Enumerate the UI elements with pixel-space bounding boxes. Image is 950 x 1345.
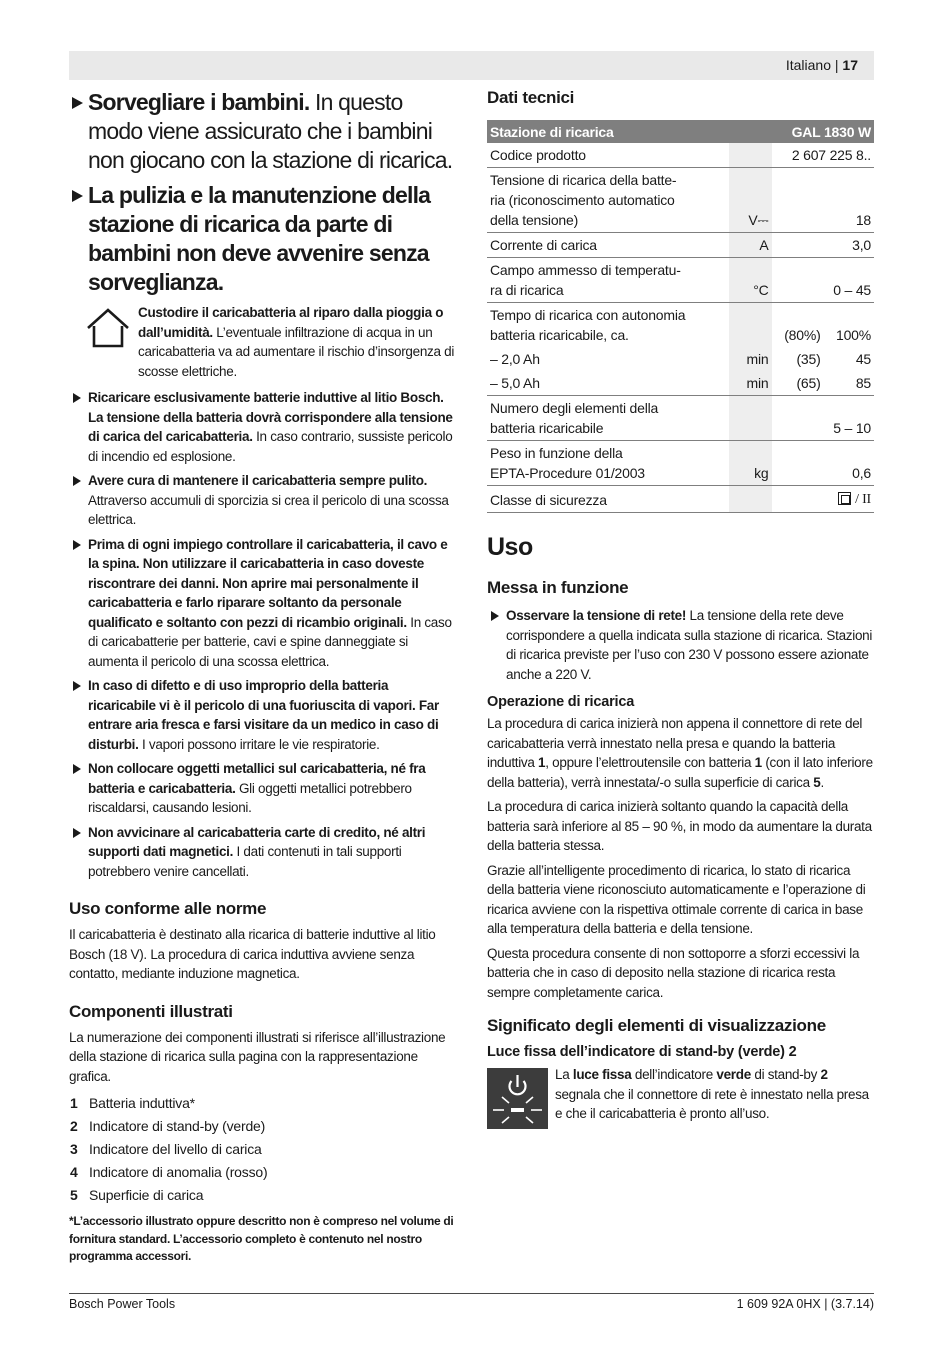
section-title-operazione: Operazione di ricarica: [487, 694, 635, 710]
table-row: [487, 347, 874, 371]
mains-voltage-bullet: [487, 606, 874, 684]
list-item: [69, 1138, 457, 1161]
standby-led-icon: [487, 1068, 548, 1129]
section-title-uso-conforme: Uso conforme alle norme: [69, 899, 267, 918]
item-number: 4: [70, 1164, 78, 1180]
row-value-100: 45: [855, 351, 871, 367]
row-label: [487, 258, 729, 303]
text-run: (con il lato inferiore della batteria), verrà innestata/-o sulla superficie di carica: [487, 755, 873, 790]
row-value-80: (80%): [784, 327, 821, 343]
row-label: Codice prodotto: [487, 143, 729, 168]
row-value: 5 – 10: [772, 396, 874, 441]
text-run: di stand-by: [750, 1067, 821, 1082]
table-row: [487, 371, 874, 396]
header-label: [786, 57, 858, 73]
page-number: 17: [842, 57, 858, 73]
label-line: della tensione): [490, 212, 579, 228]
bullet-bold: Prima di ogni impiego controllare il caricabatteria, il cavo e la spina. Non utilizzare il caricabatteria in caso doveste riscontrare dei danni. Non aprire mai personalmente il caricabatteria e farlo riparare soltanto da personale qualificato e soltanto con pezzi di ricambio originali.: [88, 536, 448, 630]
item-number: 3: [70, 1141, 78, 1157]
bullet-triangle-icon: [491, 611, 499, 621]
safety-bullet: [69, 759, 457, 818]
label-line: Tensione di ricarica della batte-: [490, 172, 677, 188]
protection-class-text: / II: [855, 492, 871, 507]
item-number: 2: [70, 1118, 78, 1134]
operazione-paragraph-3: Grazie all’intelligente procedimento di ricarica, lo stato di ricarica della batteria viene riconosciuto automaticamente e l’operazione di ricarica avviene con la rispettiva ottimale corrente di carica in base alla temperatura della batteria e della tensione.: [487, 862, 866, 936]
item-number: 5: [70, 1187, 78, 1203]
row-value: 18: [772, 168, 874, 233]
bullet-triangle-icon: [72, 97, 83, 109]
indoor-use-note: [69, 303, 457, 381]
safety-bullet: [69, 471, 457, 530]
table-header-model: GAL 1830 W: [772, 120, 874, 143]
section-title-dati-tecnici: Dati tecnici: [487, 88, 575, 107]
safety-bullet: [69, 676, 457, 754]
label-line: EPTA-Procedure 01/2003: [490, 465, 645, 481]
table-row: [487, 303, 874, 348]
row-label: – 2,0 Ah: [490, 351, 540, 367]
uso-conforme-text: Il caricabatteria è destinato alla ricarica di batterie induttive al litio Bosch (18 V). La procedura di carica induttiva avviene senza contatto, mediante induzione magnetica.: [69, 927, 436, 981]
text-run: La procedura di carica inizierà non appena il connettore di rete del caricabatteria verrà innestato nella presa e quando la batteria induttiva: [487, 716, 863, 770]
row-value: 0 – 45: [772, 258, 874, 303]
row-value-100: 100%: [835, 327, 871, 343]
table-row: [487, 396, 874, 441]
item-number: 1: [70, 1095, 78, 1111]
list-item: [69, 1092, 457, 1115]
row-label: Corrente di carica: [487, 233, 729, 258]
house-icon: [85, 307, 131, 349]
row-unit: [729, 486, 772, 513]
bullet-triangle-icon: [73, 681, 81, 691]
row-value: [772, 486, 874, 513]
item-label: Indicatore di anomalia (rosso): [89, 1164, 268, 1180]
bullet-bold: Non avvicinare al caricabatteria carte di credito, né altri supporti dati magnetici.: [88, 824, 426, 859]
text-run: segnala che il connettore di rete è innestato nella presa e che il caricabatteria è pronto all’uso.: [555, 1086, 869, 1121]
safety-big-bullet-1: [69, 88, 457, 175]
bullet-triangle-icon: [72, 190, 83, 202]
row-value-80: (65): [772, 371, 824, 396]
componenti-text: La numerazione dei componenti illustrati si riferisce all’illustrazione della stazione di ricarica sulla pagina con la rappresentazione grafica.: [69, 1029, 446, 1084]
section-title-luce-fissa: Luce fissa dell’indicatore di stand-by (verde) 2: [487, 1044, 797, 1060]
label-line: batteria ricaricabile, ca.: [490, 327, 629, 343]
led-description: [487, 1065, 874, 1124]
accessory-footnote: *L’accessorio illustrato oppure descritto non è compreso nel volume di fornitura standard. L’accessorio completo è contenuto nel nostro programma accessori.: [69, 1214, 454, 1263]
text-bold: 5: [813, 774, 821, 790]
row-unit: [729, 143, 772, 168]
bullet-triangle-icon: [73, 393, 81, 403]
section-title-messa-in-funzione: Messa in funzione: [487, 578, 629, 597]
bullet-bold: Ricaricare esclusivamente batterie induttive al litio Bosch. La tensione della batteria dovrà corrispondere alla tensione di carica del caricabatteria.: [88, 390, 453, 444]
bullet-triangle-icon: [73, 476, 81, 486]
row-unit: A: [729, 233, 772, 258]
components-list: [69, 1092, 457, 1207]
bullet-text: I vapori possono irritare le vie respiratorie.: [138, 736, 380, 752]
item-label: Indicatore di stand-by (verde): [89, 1118, 266, 1134]
table-row: [487, 441, 874, 486]
row-label: – 5,0 Ah: [487, 371, 729, 396]
row-unit: min: [729, 371, 772, 396]
footer-doc-number: 1 609 92A 0HX | (3.7.14): [736, 1297, 874, 1311]
label-line: Tempo di ricarica con autonomia: [490, 307, 686, 323]
label-line: ria (riconoscimento automatico: [490, 192, 675, 208]
bullet-bold: In caso di difetto e di uso improprio della batteria ricaricabile vi è il pericolo di una fuoriuscita di vapori. Far entrare aria fresca e farsi visitare da un medico in caso di disturbi.: [88, 678, 439, 752]
bullet-bold: Sorvegliare i bambini.: [88, 89, 310, 115]
item-label: Batteria induttiva*: [89, 1095, 195, 1111]
text-bold: 2: [820, 1067, 828, 1082]
row-value: 3,0: [772, 233, 874, 258]
operazione-paragraph-4: Questa procedura consente di non sottoporre a sforzi eccessivi la batteria che in caso di deposito nella stazione di ricarica resta sempre completamente carica.: [487, 945, 860, 1000]
row-label: [487, 396, 729, 441]
safety-bullet: [69, 388, 457, 466]
text-bold: verde: [716, 1067, 751, 1082]
row-value-100: 85: [824, 371, 874, 396]
bullet-bold: Osservare la tensione di rete!: [506, 608, 687, 623]
section-title-significato: Significato degli elementi di visualizzazione: [487, 1016, 826, 1035]
row-unit: [729, 396, 772, 441]
table-row: [487, 486, 874, 513]
text-bold: 1: [538, 755, 546, 770]
list-item: [69, 1184, 457, 1207]
row-unit: °C: [729, 258, 772, 303]
bullet-bold: Non collocare oggetti metallici sul caricabatteria, né fra batteria e caricabatteria.: [88, 761, 426, 796]
row-label: Classe di sicurezza: [487, 486, 729, 513]
row-unit: [729, 303, 772, 348]
table-header-product: Stazione di ricarica: [487, 120, 772, 143]
footer-divider: [69, 1293, 874, 1294]
row-value: 2 607 225 8..: [772, 143, 874, 168]
safety-bullet: [69, 823, 457, 882]
table-header-row: [487, 120, 874, 143]
operazione-paragraph-2: La procedura di carica inizierà soltanto quando la capacità della batteria sarà inferiore al 85 – 90 %, in modo da aumentare la durata della batteria stessa.: [487, 799, 872, 853]
label-line: Numero degli elementi della: [490, 400, 659, 416]
text-bold: luce fissa: [572, 1067, 632, 1082]
bullet-text: I dati contenuti in tali supporti potrebbero venire cancellati.: [88, 844, 402, 879]
text-bold: 1: [754, 755, 762, 770]
table-row: [487, 233, 874, 258]
header-separator: |: [834, 57, 839, 73]
table-row: [487, 168, 874, 233]
bullet-text: La tensione della rete deve corrispondere a quella indicata sulla stazione di ricarica. Stazioni di ricarica previste per l’uso con 230 V possono essere azionate anche a 220 V.: [506, 608, 873, 682]
row-label: [487, 441, 729, 486]
protection-class-icon: [838, 492, 851, 505]
safety-bullet: [69, 535, 457, 672]
header-language: Italiano: [785, 57, 831, 73]
row-label: [487, 303, 729, 348]
label-line: Peso in funzione della: [490, 445, 623, 461]
list-item: [69, 1115, 457, 1138]
text-run: La: [555, 1067, 573, 1082]
page-header: [69, 51, 874, 80]
bullet-text: Gli oggetti metallici potrebbero riscaldarsi, causando lesioni.: [88, 780, 412, 815]
row-value: 0,6: [772, 441, 874, 486]
text-run: , oppure l’elettroutensile con batteria: [545, 755, 755, 770]
technical-data-table: [487, 120, 874, 513]
bullet-text: In questo modo viene assicurato che i bambini non giocano con la stazione di ricarica.: [88, 89, 453, 173]
safety-big-bullet-2: [69, 181, 457, 297]
section-title-uso: Uso: [487, 533, 533, 561]
label-line: ra di ricarica: [490, 282, 564, 298]
list-item: [69, 1161, 457, 1184]
table-row: [487, 143, 874, 168]
note-text: L’eventuale infiltrazione di acqua in un caricabatteria va ad aumentare il rischio d’insorgenza di scosse elettriche.: [138, 324, 455, 379]
bullet-triangle-icon: [73, 540, 81, 550]
bullet-bold: La pulizia e la manutenzione della stazione di ricarica da parte di bambini non deve avvenire senza sorveglianza.: [88, 182, 431, 295]
bullet-triangle-icon: [73, 828, 81, 838]
footer-brand: Bosch Power Tools: [69, 1297, 176, 1311]
row-label: [487, 168, 729, 233]
bullet-text: Attraverso accumuli di sporcizia si crea il pericolo di una scossa elettrica.: [88, 492, 449, 527]
text-run: .: [820, 774, 824, 790]
row-unit: min: [729, 347, 772, 371]
left-column: [69, 88, 457, 1266]
bullet-text: In caso di caricabatterie per batterie, cavi e spine danneggiate si aumenta il pericolo di una scossa elettrica.: [88, 614, 452, 669]
label-line: batteria ricaricabile: [490, 420, 604, 436]
note-bold: Custodire il caricabatteria al riparo dalla pioggia o dall’umidità.: [138, 305, 444, 340]
row-value-80: (35): [796, 351, 821, 367]
right-column: [487, 88, 874, 1124]
table-row: [487, 258, 874, 303]
row-unit: kg: [729, 441, 772, 486]
bullet-text: In caso contrario, sussiste pericolo di incendio ed esplosione.: [88, 429, 453, 464]
section-title-componenti: Componenti illustrati: [69, 1001, 233, 1021]
bullet-bold: Avere cura di mantenere il caricabatteria sempre pulito.: [88, 473, 428, 488]
item-label: Indicatore del livello di carica: [89, 1141, 262, 1157]
text-run: dell’indicatore: [631, 1067, 717, 1082]
bullet-triangle-icon: [73, 764, 81, 774]
operazione-paragraph-1: [487, 714, 874, 792]
row-unit: V⎓: [729, 168, 772, 233]
label-line: Campo ammesso di temperatu-: [490, 262, 681, 278]
item-label: Superficie di carica: [89, 1187, 204, 1203]
